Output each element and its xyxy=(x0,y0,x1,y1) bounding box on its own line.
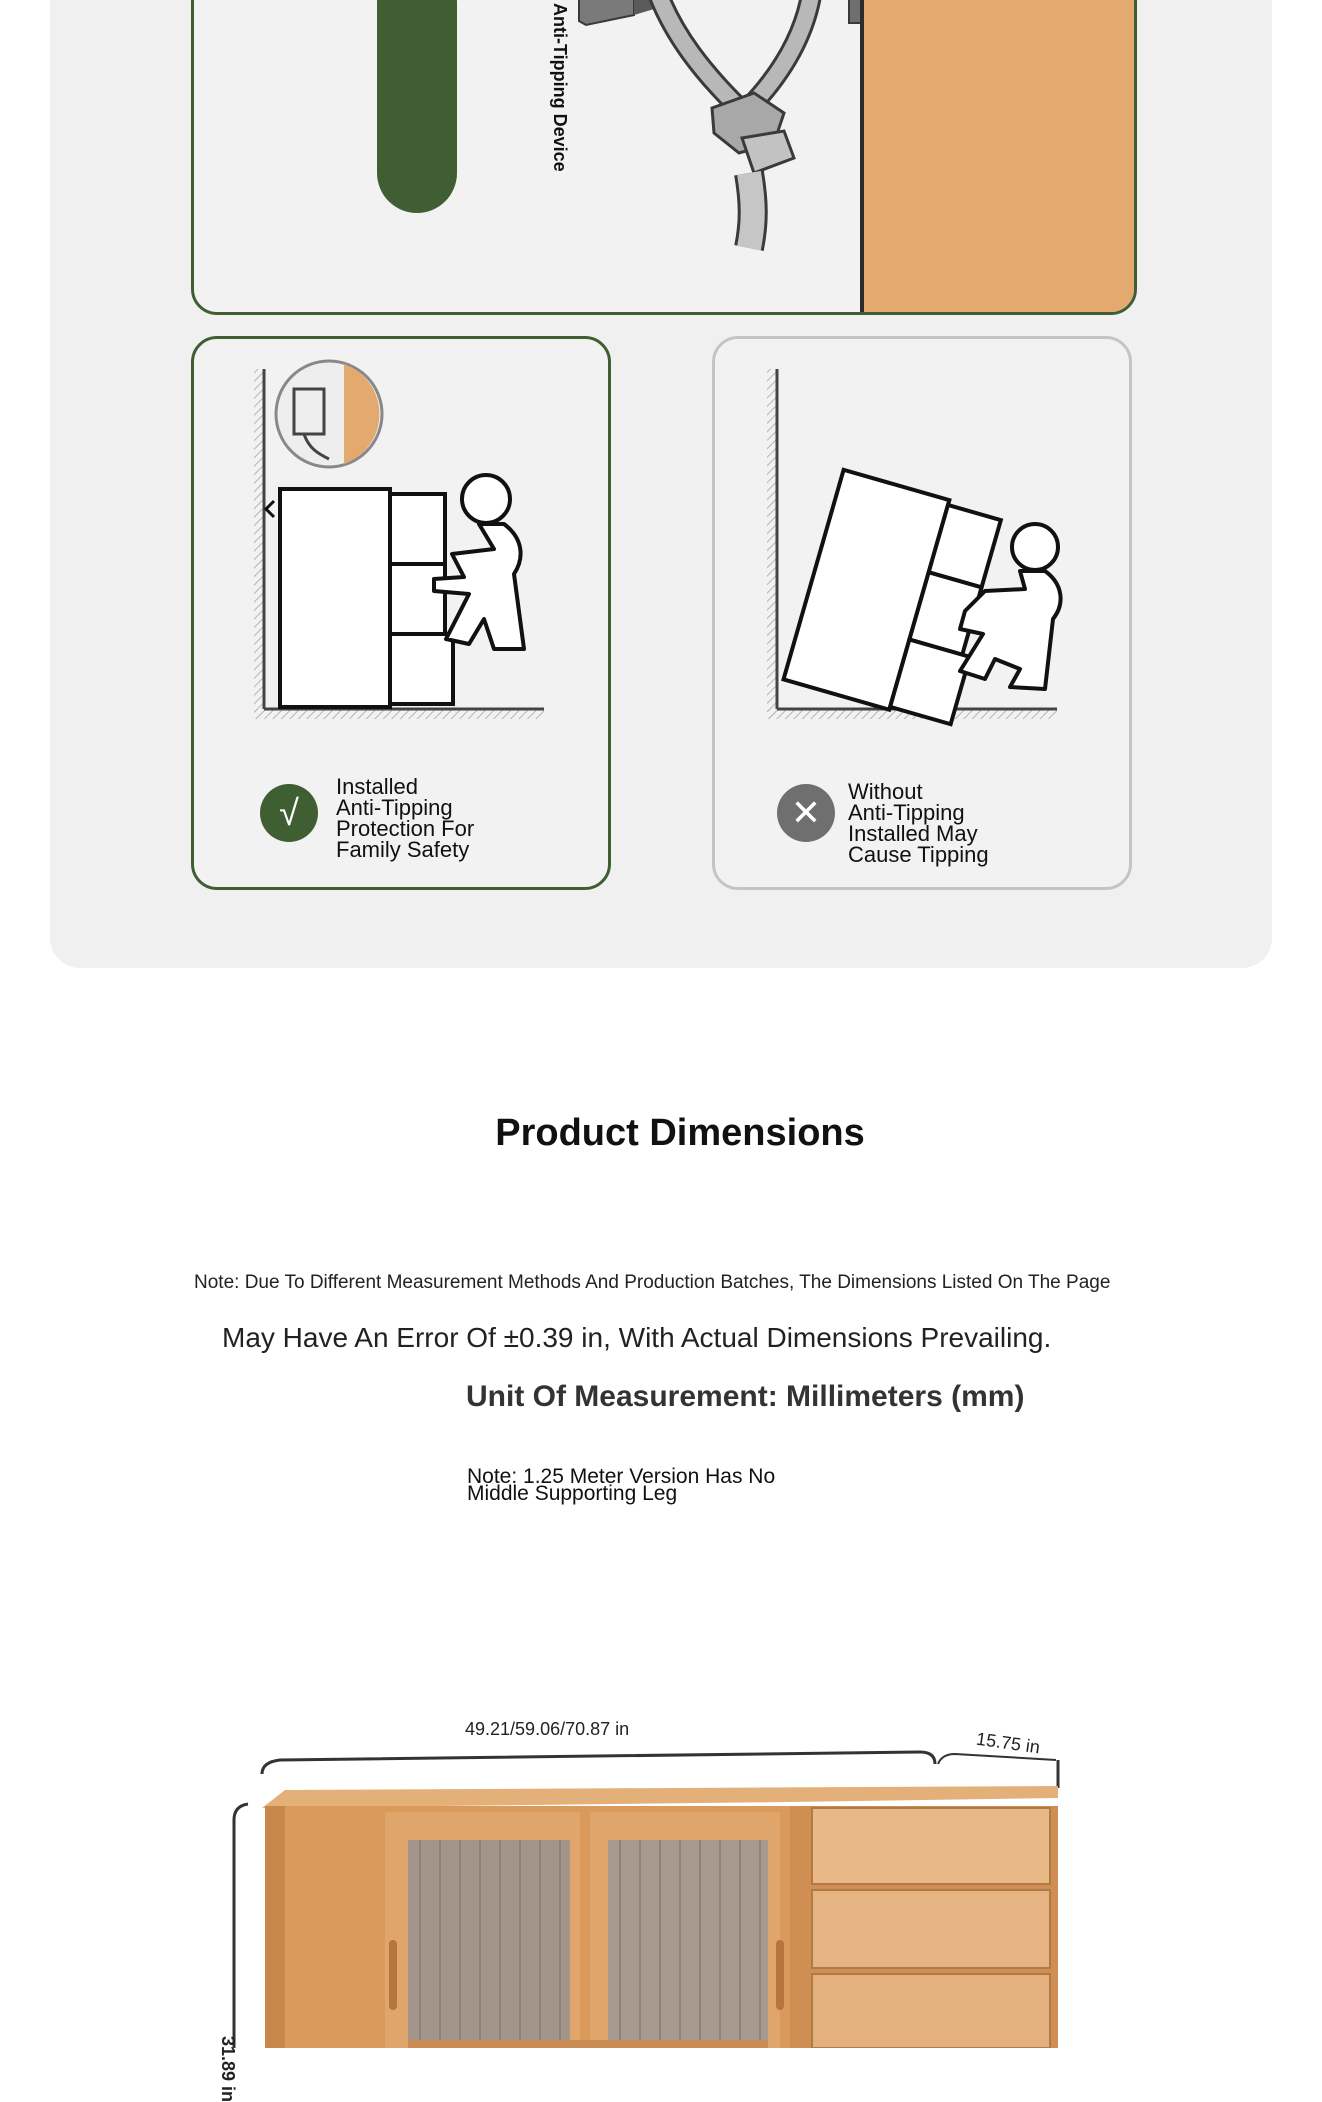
measurement-note-line1: Note: Due To Different Measurement Methods And Production Batches, The Dimensions Listed On The Page xyxy=(194,1272,1111,1293)
caption-line: Anti-Tipping xyxy=(848,800,965,825)
without-scene-card xyxy=(712,336,1132,890)
section-title: Product Dimensions xyxy=(495,1112,865,1154)
anti-tipping-closeup-illustration xyxy=(194,0,1134,312)
sideboard-illustration xyxy=(0,1740,1322,2048)
installed-caption xyxy=(336,776,556,860)
x-icon: ✕ xyxy=(777,784,835,842)
drawer-bottom xyxy=(812,1974,1050,2048)
child-figure xyxy=(1012,524,1058,570)
glass-door-right xyxy=(608,1840,768,2048)
anti-tipping-closeup-card xyxy=(191,0,1137,315)
depth-dimension-label: 15.75 in xyxy=(974,1728,1042,1758)
caption-line: Cause Tipping xyxy=(848,842,989,867)
caption-line: Installed xyxy=(336,774,418,799)
height-bracket xyxy=(234,1804,248,2048)
caption-line: Anti-Tipping xyxy=(336,795,453,820)
glass-door-left xyxy=(408,1840,570,2048)
furniture-side-panel xyxy=(864,0,1134,312)
unit-of-measurement: Unit Of Measurement: Millimeters (mm) xyxy=(466,1380,1025,1413)
leg-note xyxy=(467,1465,827,1505)
drawer-middle xyxy=(812,1890,1050,1968)
door-handle-left xyxy=(389,1940,397,2010)
caption-line: Installed May xyxy=(848,821,978,846)
width-dimension-label: 49.21/59.06/70.87 in xyxy=(465,1719,630,1739)
door-handle-right xyxy=(776,1940,784,2010)
child-figure xyxy=(462,475,510,523)
wall-bracket xyxy=(579,0,634,25)
caption-line: Protection For xyxy=(336,816,475,841)
without-caption xyxy=(848,781,1068,865)
anti-tipping-strap xyxy=(377,0,457,213)
leg-note-line: Middle Supporting Leg xyxy=(467,1482,678,1505)
leg-note-line: Note: 1.25 Meter Version Has No xyxy=(467,1465,776,1488)
caption-line: Family Safety xyxy=(336,837,470,862)
width-bracket xyxy=(262,1752,935,1774)
cabinet xyxy=(280,489,390,707)
anti-tipping-device-label: Anti-Tipping Device xyxy=(550,3,570,172)
height-dimension-label: 31.89 in xyxy=(218,2036,238,2102)
drawer-top xyxy=(812,1808,1050,1884)
caption-line: Without xyxy=(848,779,923,804)
check-icon: √ xyxy=(260,784,318,842)
installed-scene-card xyxy=(191,336,611,890)
measurement-note-line2: May Have An Error Of ±0.39 in, With Actual Dimensions Prevailing. xyxy=(222,1322,1052,1353)
